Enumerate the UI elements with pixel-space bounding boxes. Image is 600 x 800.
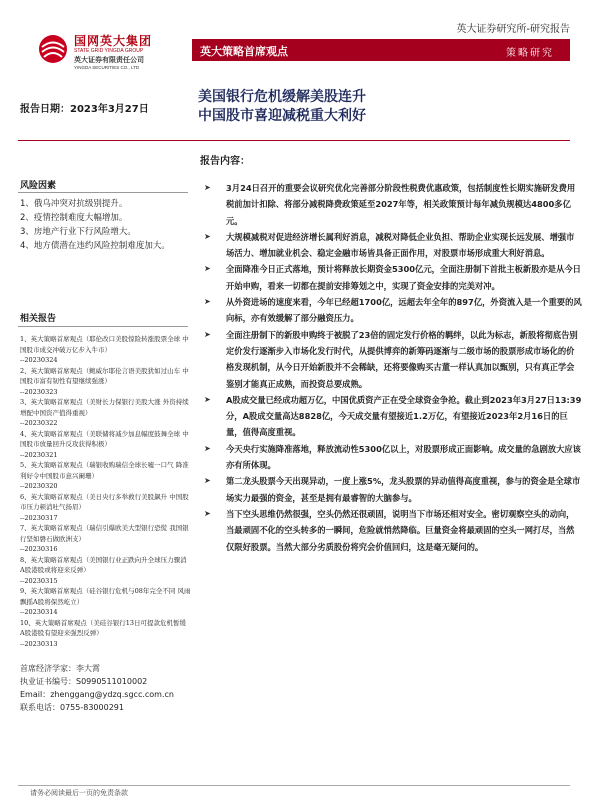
risk-section-title: 风险因素: [20, 181, 57, 191]
state-grid-logo-icon: [38, 34, 68, 64]
related-report-item[interactable]: [20, 618, 192, 650]
report-bullet: [200, 261, 582, 294]
related-report-item[interactable]: [20, 586, 192, 618]
report-bullet: [200, 229, 582, 262]
related-report-date: --20230322: [20, 419, 58, 427]
bullet-text: 从外资进场的速度来看，今年已经超1700亿，远超去年全年的897亿，外资流入是一个重要的风向标，亦有效缓解了部分融资压力。: [226, 297, 582, 324]
related-report-item[interactable]: [20, 523, 192, 555]
logo-company-name: 国网英大集团: [74, 34, 153, 48]
analyst-email[interactable]: Email：zhenggang@ydzq.sgcc.com.cn: [20, 690, 174, 699]
header-band: [192, 39, 570, 61]
related-report-title: 10、英大策略首席观点（美硅谷银行13日可提款危机暂缓 A股港股有望迎来强烈反弹）: [20, 618, 187, 637]
analyst-cert: 执业证书编号：S0990511010002: [20, 677, 148, 686]
bullet-arrow-icon: ➤: [204, 264, 211, 274]
related-report-item[interactable]: [20, 555, 192, 587]
bullet-text: 当下空头思维仍然很强，空头仍然还很顽固，说明当下市场还相对安全。密切观察空头的动向，当最顽固不化的空头转多的一瞬间，危险就悄然降临。巨量资金将最顽固的空头一网打尽，当然仅限好股票。当然大部分劣质股份将究会价值回归，这是毫无疑问的。: [226, 508, 575, 552]
related-report-date: --20230324: [20, 356, 58, 364]
risk-list: [20, 198, 190, 254]
report-bullet: [200, 506, 582, 555]
analyst-name: 首席经济学家：李大霄: [20, 664, 100, 673]
analyst-info: [20, 662, 174, 714]
headline-line: 中国股市喜迎减税重大利好: [198, 108, 366, 124]
related-report-date: --20230316: [20, 545, 58, 553]
related-report-date: --20230323: [20, 387, 58, 396]
related-report-item[interactable]: [20, 429, 192, 461]
related-section-title: 相关报告: [20, 314, 57, 324]
related-report-title: 2、英大策略首席观点（鲍威尔耶伦言语美股犹如过山车 中国股市富有韧性有望继续强涨）: [20, 366, 189, 385]
risk-section-rule: [18, 192, 188, 193]
risk-item: 4、地方债潜在违约风险控制难度加大。: [20, 241, 170, 251]
bullet-text: 今天央行实施降准落地，释放流动性5300亿以上，对股票形成正面影响。成交量的急剧放大应该亦有所体现。: [226, 443, 581, 471]
report-date: 报告日期：2023年3月27日: [20, 104, 149, 115]
report-bullets: [200, 180, 582, 555]
related-report-date: --20230313: [20, 639, 58, 648]
bullet-text: 全面降准今日正式落地，预计将释放长期资金5300亿元，全面注册制下首批主板新股亦是从今日开始申购，看来一切都在提前安排筹划之中，实现了资金安排的完美对冲。: [226, 264, 581, 291]
related-report-title: 4、英大策略首席观点（美联储将减少加息幅度鼓舞全球 中国股市放量回升反攻获得积极）: [20, 429, 189, 448]
analyst-phone: 联系电话：0755-83000291: [20, 703, 124, 712]
related-report-title: 6、英大策略首席观点（美日央行多举救行美股飙升 中国股市压力顿消吐气扬眉）: [20, 492, 189, 511]
bullet-arrow-icon: ➤: [204, 297, 211, 307]
bullet-arrow-icon: ➤: [204, 183, 211, 192]
risk-item: 1、俄乌冲突对抗级别提升。: [20, 199, 128, 209]
bullet-arrow-icon: ➤: [204, 476, 211, 486]
logo-company-name-en: STATE GRID YINGDA GROUP: [74, 48, 144, 54]
report-bullet: [200, 392, 582, 441]
series-title: 英大策略首席观点: [200, 45, 288, 58]
bullet-arrow-icon: ➤: [204, 231, 211, 241]
related-report-item[interactable]: [20, 492, 192, 524]
bullet-text: A股成交量已经成功超万亿，中国优质资产正在受全球资金争抢。截止到2023年3月27日13:39分，A股成交量高达8828亿，今天成交量有望接近1.2万亿，有望接近2023年2月16日的巨量，值得高度重视。: [226, 394, 582, 438]
bullet-text: 3月24日召开的重要会议研究优化完善部分阶段性税费优惠政策，包括制度性长期实施研发费用税前加计扣除、将部分减税降费政策延至2027年等，相关政策预计每年减负规模达4800多亿元。: [226, 183, 576, 226]
bullet-arrow-icon: ➤: [204, 394, 211, 404]
related-report-title: 3、英大策略首席观点（美财长力保银行美股大涨 外资持续增配中国资产值得重视）: [20, 398, 189, 417]
risk-item: 3、房地产行业下行风险增大。: [20, 227, 136, 237]
related-report-title: 9、英大策略首席观点（硅谷银行危机与08年完全不同 风雨飘摇A股将保然屹立）: [20, 587, 191, 606]
related-report-date: --20230314: [20, 608, 58, 616]
report-headline: [198, 88, 366, 126]
related-report-item[interactable]: [20, 397, 192, 429]
disclaimer-note: 请务必阅读最后一页的免责条款: [30, 789, 128, 797]
bullet-arrow-icon: ➤: [204, 443, 211, 453]
report-bullet: [200, 327, 582, 392]
header-divider: [18, 140, 570, 141]
category-label: 策略研究: [506, 48, 554, 59]
company-logo: [38, 30, 178, 76]
bullet-text: 全面注册制下的新股申购终于被脱了23倍的固定发行价格的羁绊，以此为标志，新股将彻底告别定价发行逐渐步入市场化发行时代，从提供博弈的新筹码逐渐与二级市场的股票形成市场化的价格发现机制，从今日开始新股并不会稀缺，还将要像购买古董一样认真加以甄别，只有真正学会鉴别才能真正成熟，而投资总要成熟。: [226, 329, 578, 389]
related-section-rule: [18, 326, 188, 327]
risk-item: 2、疫情控制难度大幅增加。: [20, 213, 128, 223]
related-report-title: 7、英大策略首席观点（瑞信引爆欧美大型银行恐慌 我国银行坚如磐石做欧洲支）: [20, 524, 189, 543]
related-report-item[interactable]: [20, 460, 192, 492]
bullet-arrow-icon: ➤: [204, 329, 211, 339]
logo-subsidiary-name: 英大证券有限责任公司: [74, 56, 144, 64]
logo-subsidiary-name-en: YINGDA SECURITIES CO., LTD: [74, 65, 140, 70]
bullet-text: 第二龙头股票今天出现异动，一度上涨5%，龙头股票的异动值得高度重视，参与的资金是全球市场实力最强的资金，甚至是拥有最睿智的大脑参与。: [226, 476, 581, 503]
headline-line: 美国银行危机缓解美股连升: [198, 89, 366, 105]
bullet-text: 大规模减税对促进经济增长属利好消息，减税对降低企业负担、帮助企业实现长远发展、增强市场活力、增加就业机会、稳定金融市场皆具备正面作用，对股票市场形成重大利好消息。: [226, 231, 575, 259]
related-reports-list: [20, 334, 192, 649]
related-report-date: --20230320: [20, 482, 58, 490]
report-bullet: [200, 473, 582, 506]
related-report-date: --20230317: [20, 513, 58, 522]
bullet-arrow-icon: ➤: [204, 508, 211, 518]
related-report-item[interactable]: [20, 334, 192, 366]
related-report-title: 1、英大策略首席观点（耶伦改口美股惊险转涨股票全球 中国股市成交冲破万亿步入牛市）: [20, 335, 189, 354]
related-report-date: --20230315: [20, 576, 58, 585]
related-report-date: --20230321: [20, 450, 58, 459]
report-bullet: [200, 180, 582, 229]
report-bullet: [200, 294, 582, 327]
related-report-item[interactable]: [20, 366, 192, 398]
related-report-title: 8、英大策略首席观点（美国银行业正跌向升全球压力骤消 A股港股或将迎来反弹）: [20, 555, 187, 574]
content-label: 报告内容：: [200, 156, 250, 167]
report-bullet: [200, 441, 582, 474]
footer-rule: [18, 785, 570, 786]
institute-label: 英大证券研究所-研究报告: [456, 24, 570, 35]
related-report-title: 5、英大策略首席观点（瑞银收购瑞信全球长嘘一口气 降准利好令中国股市意兴阑珊）: [20, 461, 189, 480]
